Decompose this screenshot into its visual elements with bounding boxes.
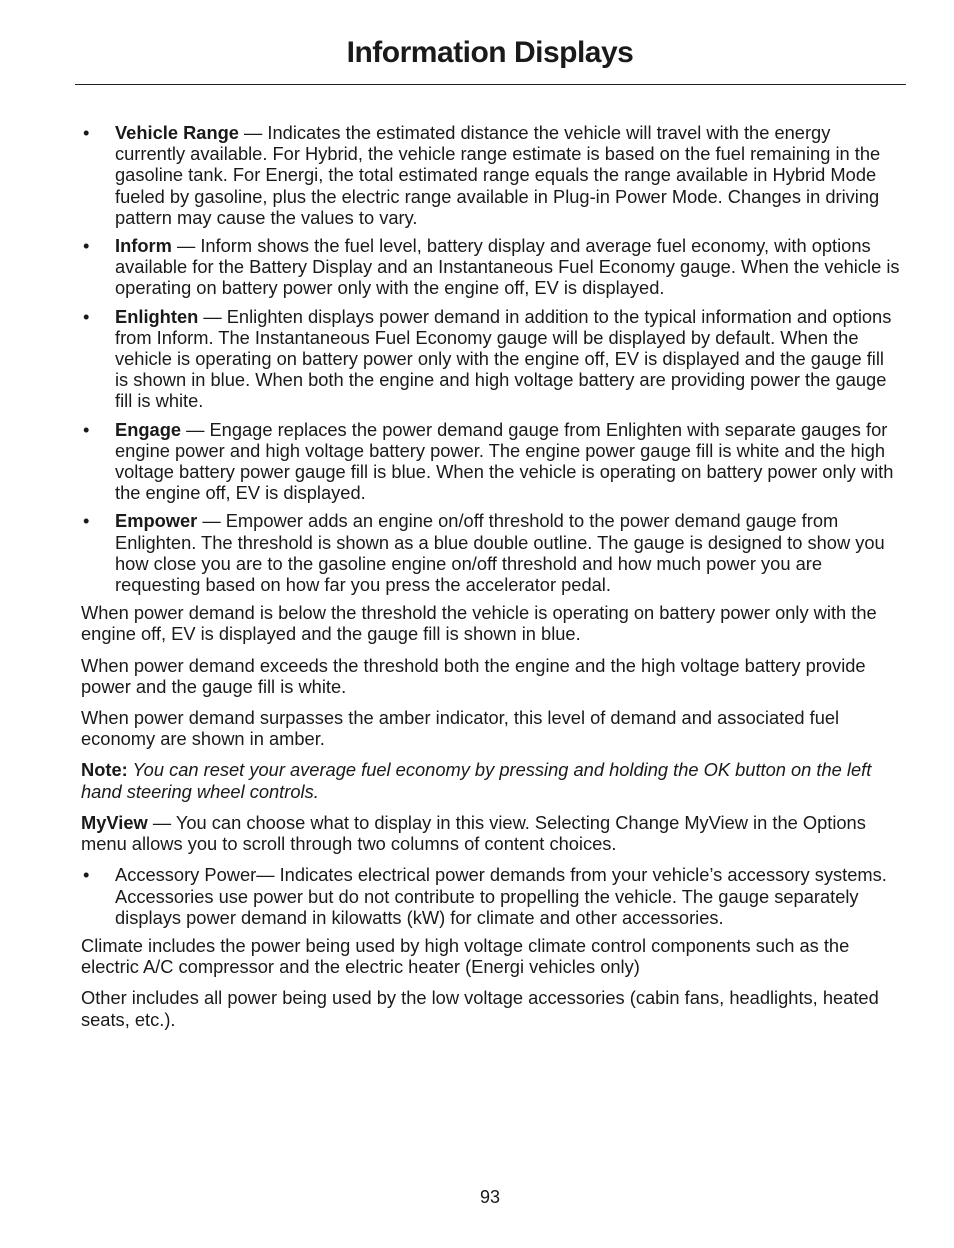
term-myview: MyView (81, 811, 148, 833)
myview-list (81, 864, 901, 928)
term-enlighten: Enlighten (115, 305, 199, 327)
description-myview: — You can choose what to display in this view. Selecting Change MyView in the Options menu allows you to scroll through two columns of content choices. (81, 811, 866, 855)
page-content (81, 122, 901, 1040)
list-item-empower (81, 510, 901, 595)
paragraph-climate: Climate includes the power being used by high voltage climate control components such as the electric A/C compressor and the electric heater (Energi vehicles only) (81, 934, 850, 978)
term-vehicle-range: Vehicle Range (115, 122, 239, 143)
bullet-glyph: • (83, 418, 90, 440)
title-divider (75, 84, 906, 85)
description-inform: — Inform shows the fuel level, battery display and average fuel economy, with options available for the Battery Display and an Instantaneous Fuel Economy gauge. When the vehicle is operating on battery power only with the engine off, EV is displayed. (115, 235, 900, 299)
description-empower: — Empower adds an engine on/off threshold to the power demand gauge from Enlighten. The threshold is shown as a blue double outline. The gauge is designed to show you how close you are to the gasoline engine on/off threshold and how much power you are requesting based on how far you press the accelerator pedal. (115, 510, 885, 596)
paragraph-below-threshold: When power demand is below the threshold the vehicle is operating on battery power only with the engine off, EV is displayed and the gauge fill is shown in blue. (81, 602, 877, 645)
list-item-accessory-power (81, 864, 901, 928)
term-engage: Engage (115, 418, 182, 440)
bullet-glyph: • (83, 122, 90, 143)
list-item-inform (81, 235, 901, 299)
note-text: You can reset your average fuel economy by pressing and holding the OK button on the left hand steering wheel controls. (81, 759, 872, 802)
page-number: 93 (479, 1187, 501, 1207)
myview-paragraph (81, 812, 901, 854)
description-engage: — Engage replaces the power demand gauge from Enlighten with separate gauges for engine power and high voltage battery power. The engine power gauge fill is white and the high voltage battery power gauge fill is blue. When the vehicle is operating on battery power only with the engine off, EV is displayed. (115, 418, 894, 504)
description-enlighten: — Enlighten displays power demand in addition to the typical information and options from Inform. The Instantaneous Fuel Economy gauge will be displayed by default. When the vehicle is operating on battery power only with the engine off, EV is displayed and the gauge fill is shown in blue. When both the engine and high voltage battery are providing power the gauge fill is white. (115, 305, 892, 412)
description-accessory-power: Accessory Power— Indicates electrical power demands from your vehicle’s accessory systems. Accessories use power but do not contribute to propelling the vehicle. The gauge separately displays power demand in kilowatts (kW) for climate and other accessories. (115, 864, 887, 928)
note-paragraph (81, 759, 901, 801)
paragraph-other: Other includes all power being used by the low voltage accessories (cabin fans, headlights, heated seats, etc.). (81, 987, 879, 1030)
note-label: Note: (81, 759, 128, 781)
paragraph-exceeds-threshold: When power demand exceeds the threshold both the engine and the high voltage battery provide power and the gauge fill is white. (81, 654, 866, 697)
bullet-glyph: • (83, 510, 90, 532)
term-empower: Empower (115, 510, 198, 532)
page-title: Information Displays (346, 36, 634, 69)
list-item-vehicle-range (81, 122, 901, 228)
list-item-engage (81, 419, 901, 504)
bullet-glyph: • (83, 235, 90, 257)
term-inform: Inform (115, 235, 172, 257)
display-mode-list (81, 122, 901, 595)
description-vehicle-range: — Indicates the estimated distance the vehicle will travel with the energy currently available. For Hybrid, the vehicle range estimate is based on the fuel remaining in the gasoline tank. For Energi, the total estimated range equals the range available in Hybrid Mode fueled by gasoline, plus the electric range available in Plug-in Power Mode. Changes in driving pattern may cause the values to vary. (115, 122, 881, 228)
paragraph-amber-indicator: When power demand surpasses the amber indicator, this level of demand and associated fuel economy are shown in amber. (81, 707, 840, 750)
list-item-enlighten (81, 306, 901, 412)
bullet-glyph: • (83, 864, 90, 886)
bullet-glyph: • (83, 305, 90, 327)
